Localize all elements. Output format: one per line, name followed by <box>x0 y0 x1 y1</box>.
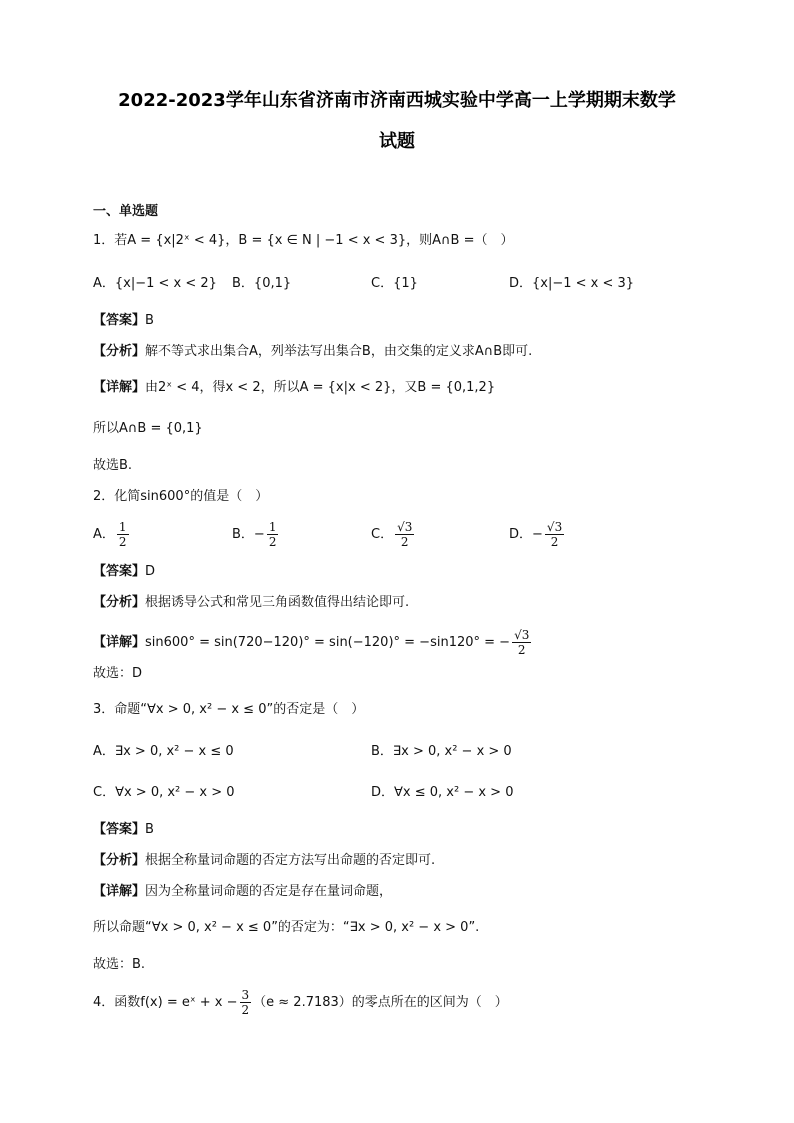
q1-option-b: B．{0,1} <box>232 276 292 291</box>
analysis-label: 【分析】 <box>93 853 146 868</box>
q2-option-b-den: 2 <box>268 535 277 549</box>
answer-label: 【答案】 <box>93 822 146 837</box>
q2-option-b <box>232 520 280 549</box>
q2-option-b-num: 1 <box>268 520 277 534</box>
q3-detail-line2: 所以命题“∀x > 0, x² − x ≤ 0”的否定为：“∃x > 0, x² − x > 0”. <box>93 920 480 935</box>
q2-conclusion: 故选：D <box>93 666 143 681</box>
q2-option-d-num: √3 <box>546 520 563 534</box>
q2-option-a-letter: A． <box>93 527 115 542</box>
q4-stem-a: 4．函数f(x) = eˣ + x − <box>93 995 238 1010</box>
document-title-line2: 试题 <box>379 131 415 152</box>
q2-detail-text: sin600° = sin(720−120)° = sin(−120)° = −sin120° = − <box>145 635 511 650</box>
q2-analysis <box>93 593 754 613</box>
q2-option-b-fraction <box>267 520 279 549</box>
q3-option-d: D．∀x ≤ 0, x² − x > 0 <box>371 785 514 800</box>
q1-detail-line2: 所以A∩B = {0,1} <box>93 421 203 436</box>
q3-stem: 3．命题“∀x > 0, x² − x ≤ 0”的否定是（ ） <box>93 702 365 717</box>
q2-option-c <box>371 520 416 549</box>
analysis-label: 【分析】 <box>93 595 146 610</box>
q3-analysis-text: 根据全称量词命题的否定方法写出命题的否定即可. <box>145 853 436 868</box>
q1-answer-value: B <box>145 313 154 328</box>
q4-stem-fraction <box>240 988 252 1017</box>
q1-detail-text: 由2ˣ < 4，得x < 2，所以A = {x|x < 2}，又B = {0,1,2} <box>145 380 496 395</box>
q2-detail <box>93 628 754 657</box>
q3-answer <box>93 820 754 840</box>
q4-stem <box>93 988 754 1017</box>
q2-analysis-text: 根据诱导公式和常见三角函数值得出结论即可. <box>145 595 410 610</box>
q2-option-a <box>93 520 131 549</box>
q2-option-d <box>509 520 566 549</box>
section-heading: 一、单选题 <box>93 204 159 219</box>
q3-option-c: C．∀x > 0, x² − x > 0 <box>93 785 235 800</box>
q2-option-d-fraction <box>545 520 564 549</box>
q1-option-a: A．{x|−1 < x < 2} <box>93 276 217 291</box>
q1-analysis <box>93 342 754 362</box>
q1-answer <box>93 311 754 331</box>
q1-stem: 1．若A = {x|2ˣ < 4}，B = {x ∈ N | −1 < x < 3}，则A∩B =（ ） <box>93 233 514 248</box>
q3-analysis <box>93 851 754 871</box>
q2-option-a-fraction <box>117 520 129 549</box>
q2-option-d-letter: D． <box>509 527 533 542</box>
q3-detail <box>93 882 754 902</box>
q1-analysis-text: 解不等式求出集合A，列举法写出集合B，由交集的定义求A∩B即可. <box>145 344 533 359</box>
q2-option-b-sign: − <box>253 527 265 542</box>
q2-detail-fraction <box>512 628 531 657</box>
analysis-label: 【分析】 <box>93 344 146 359</box>
q1-option-d: D．{x|−1 < x < 3} <box>509 276 635 291</box>
detail-label: 【详解】 <box>93 635 146 650</box>
q3-conclusion: 故选：B. <box>93 957 146 972</box>
answer-label: 【答案】 <box>93 564 146 579</box>
detail-label: 【详解】 <box>93 380 146 395</box>
q2-option-c-num: √3 <box>397 520 413 534</box>
q3-answer-value: B <box>145 822 154 837</box>
q3-detail-text: 因为全称量词命题的否定是存在量词命题， <box>145 884 393 899</box>
q2-answer-value: D <box>145 564 156 579</box>
q2-option-b-letter: B． <box>232 527 254 542</box>
q2-detail-den: 2 <box>517 643 526 657</box>
q2-option-d-den: 2 <box>550 535 559 549</box>
q2-option-a-den: 2 <box>118 535 127 549</box>
detail-label: 【详解】 <box>93 884 146 899</box>
q3-option-b: B．∃x > 0, x² − x > 0 <box>371 744 512 759</box>
q2-option-c-letter: C． <box>371 527 394 542</box>
q1-detail <box>93 378 754 398</box>
q2-option-c-den: 2 <box>400 535 409 549</box>
document-title-line1: 2022-2023学年山东省济南市济南西城实验中学高一上学期期末数学 <box>118 90 676 111</box>
q1-conclusion: 故选B. <box>93 458 133 473</box>
answer-label: 【答案】 <box>93 313 146 328</box>
q2-answer <box>93 562 754 582</box>
q2-option-d-sign: − <box>532 527 543 542</box>
q2-option-c-fraction <box>395 520 414 549</box>
q4-stem-num: 3 <box>241 988 250 1002</box>
q2-stem: 2．化简sin600°的值是（ ） <box>93 489 269 504</box>
q1-option-c: C．{1} <box>371 276 418 291</box>
q4-stem-b: （e ≈ 2.7183）的零点所在的区间为（ ） <box>253 995 508 1010</box>
q4-stem-den: 2 <box>241 1003 250 1017</box>
q3-option-a: A．∃x > 0, x² − x ≤ 0 <box>93 744 234 759</box>
q2-option-a-num: 1 <box>118 520 127 534</box>
q2-detail-num: √3 <box>514 628 530 642</box>
